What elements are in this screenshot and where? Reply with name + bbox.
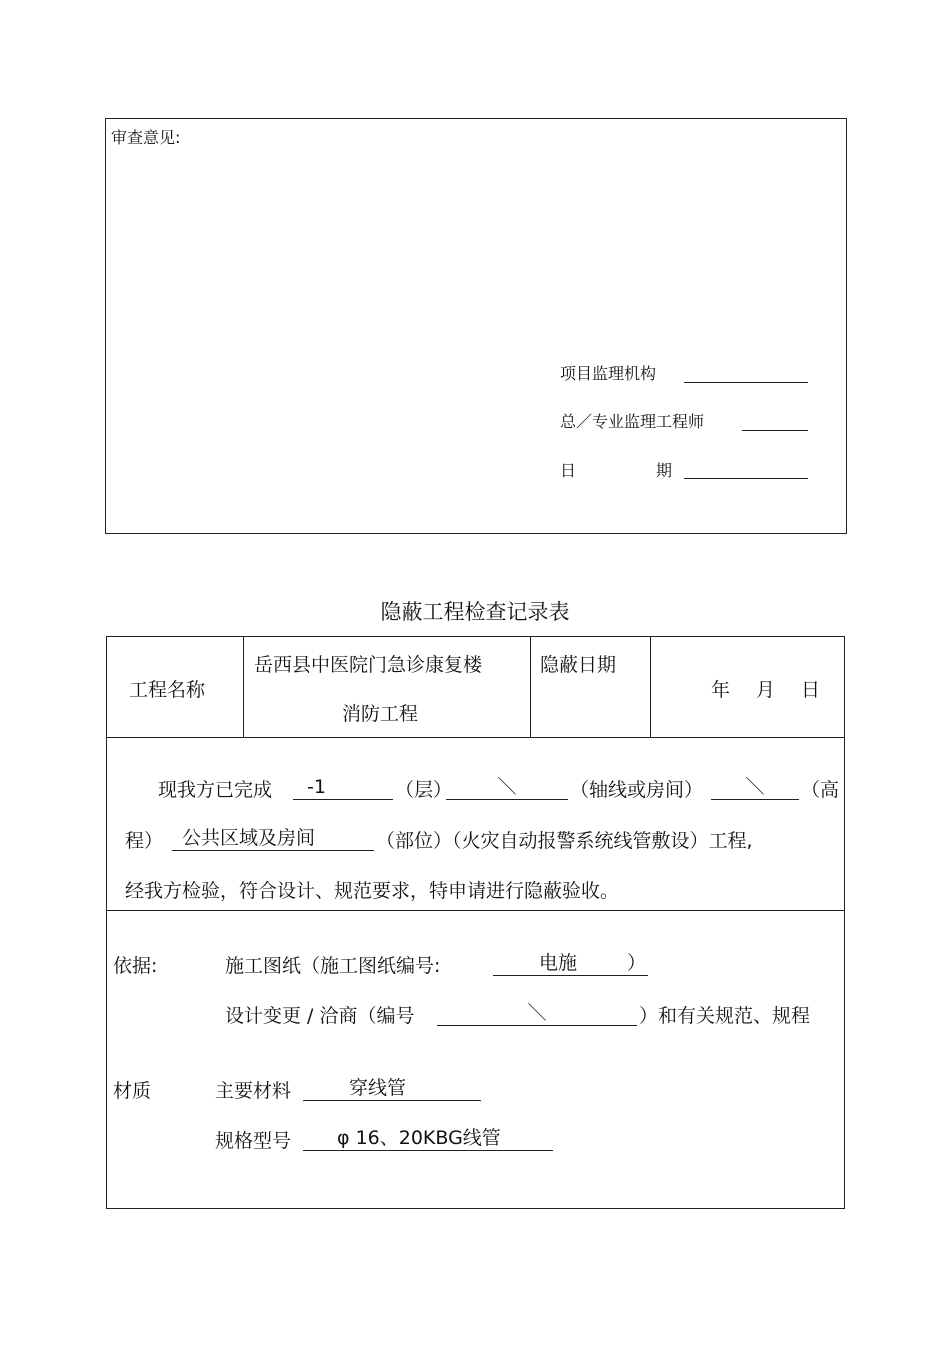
elevation-value: ＼ <box>745 776 765 798</box>
table-divider-completion <box>106 910 845 911</box>
main-material-value: 穿线管 <box>349 1077 407 1099</box>
spec-model-field[interactable] <box>303 1126 553 1151</box>
drawings-label: 施工图纸（施工图纸编号: <box>225 955 441 977</box>
basis-label: 依据: <box>113 955 158 977</box>
inspection-statement: 经我方检验，符合设计、规范要求，特申请进行隐蔽验收。 <box>125 880 620 902</box>
table-border-bottom <box>106 1208 845 1209</box>
supervision-org-field[interactable] <box>684 382 808 383</box>
project-name-line2: 消防工程 <box>342 703 419 725</box>
review-date-field[interactable] <box>684 478 808 479</box>
design-change-label: 设计变更 / 洽商（编号 <box>225 1005 415 1027</box>
concealment-date-label: 隐蔽日期 <box>540 654 617 676</box>
location-field[interactable] <box>172 826 374 851</box>
spec-model-value: φ 16、20KBG线管 <box>337 1127 501 1149</box>
axis-label: （轴线或房间） <box>570 779 704 801</box>
spec-model-label: 规格型号 <box>215 1130 292 1152</box>
date-month-label: 月 <box>756 679 776 701</box>
main-material-label: 主要材料 <box>215 1080 292 1102</box>
floor-field[interactable] <box>293 775 393 800</box>
table-border-right <box>844 636 845 1209</box>
table-divider-header <box>106 737 845 738</box>
supervision-org-label: 项目监理机构 <box>560 364 657 383</box>
completion-intro: 现我方已完成 <box>158 779 273 801</box>
axis-field[interactable] <box>446 775 568 800</box>
date-day-label: 日 <box>801 679 821 701</box>
table-col-divider-3 <box>650 636 651 737</box>
floor-label: （层） <box>395 779 453 801</box>
review-opinion-box <box>105 118 847 534</box>
table-col-divider-2 <box>530 636 531 737</box>
floor-value: -1 <box>307 776 326 798</box>
table-border-top <box>106 636 845 637</box>
form-title: 隐蔽工程检查记录表 <box>380 600 570 624</box>
supervising-engineer-field[interactable] <box>742 430 808 431</box>
drawings-close-paren: ） <box>627 952 647 974</box>
review-date-label-1: 日 <box>560 461 577 480</box>
elevation-field[interactable] <box>711 775 799 800</box>
table-col-divider-1 <box>243 636 244 737</box>
design-change-number-field[interactable] <box>437 1001 637 1026</box>
table-border-left <box>106 636 107 1209</box>
review-opinion-label: 审查意见: <box>111 128 181 147</box>
supervising-engineer-label: 总／专业监理工程师 <box>560 412 705 431</box>
design-change-suffix: ）和有关规范、规程 <box>639 1005 811 1027</box>
date-year-label: 年 <box>711 679 731 701</box>
project-name-line1: 岳西县中医院门急诊康复楼 <box>254 654 483 676</box>
drawings-number-field[interactable] <box>493 951 648 976</box>
location-value: 公共区域及房间 <box>182 827 316 849</box>
elevation-label-a: （高 <box>801 779 840 801</box>
material-label: 材质 <box>113 1080 152 1102</box>
drawings-number-value: 电施 <box>539 952 578 974</box>
project-name-label: 工程名称 <box>129 679 206 701</box>
axis-value: ＼ <box>497 776 517 798</box>
location-label: （部位）（火灾自动报警系统线管敷设）工程, <box>376 830 753 852</box>
elevation-label-b: 程） <box>125 830 164 852</box>
main-material-field[interactable] <box>303 1076 481 1101</box>
review-date-label-2: 期 <box>656 461 673 480</box>
design-change-number-value: ＼ <box>527 1002 547 1024</box>
